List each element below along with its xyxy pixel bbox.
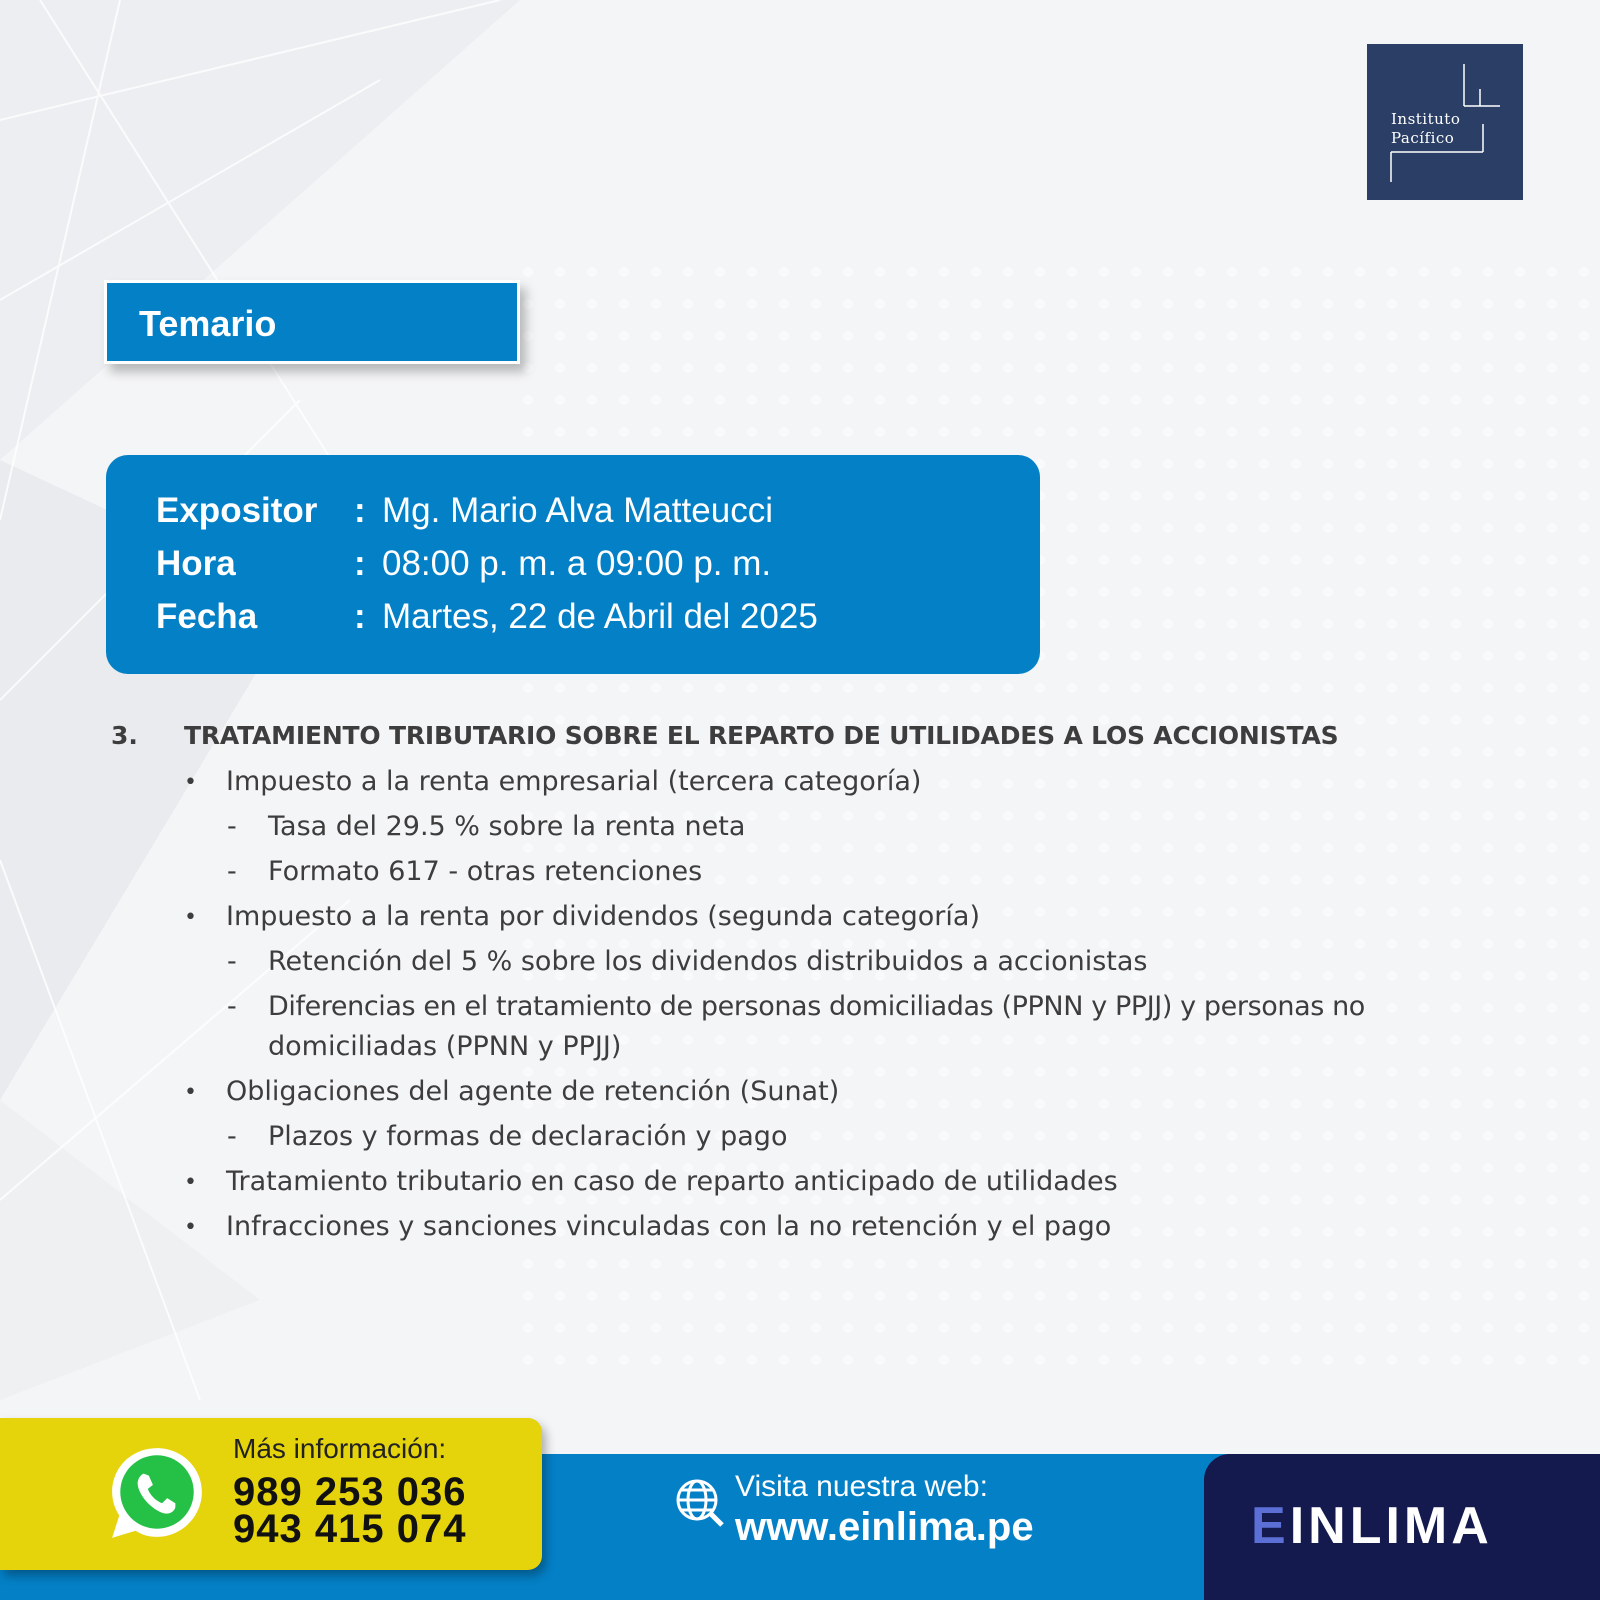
- phone-number-2[interactable]: 943 415 074: [233, 1507, 467, 1551]
- list-item: Diferencias en el tratamiento de personas domiciliadas (PPNN y PPJJ) y personas no: [268, 991, 1365, 1022]
- footer-brand-panel: [1204, 1454, 1600, 1600]
- list-item: Obligaciones del agente de retención (Sunat): [226, 1076, 840, 1107]
- einlima-logo-e: E: [1251, 1497, 1290, 1555]
- globe-icon: [674, 1477, 726, 1529]
- bullet-icon: •: [184, 1170, 197, 1195]
- einlima-logo-rest: INLIMA: [1289, 1497, 1493, 1555]
- bullet-icon: •: [184, 770, 197, 795]
- list-item: Infracciones y sanciones vinculadas con la no retención y el pago: [226, 1211, 1112, 1242]
- list-item: Plazos y formas de declaración y pago: [268, 1121, 788, 1152]
- info-separator: :: [354, 491, 366, 530]
- section-title: TRATAMIENTO TRIBUTARIO SOBRE EL REPARTO DE UTILIDADES A LOS ACCIONISTAS: [184, 721, 1339, 750]
- list-item-continuation: domiciliadas (PPNN y PPJJ): [268, 1031, 622, 1062]
- list-item: Formato 617 - otras retenciones: [268, 856, 703, 887]
- dash-icon: -: [227, 811, 237, 842]
- whatsapp-icon[interactable]: [106, 1442, 208, 1544]
- list-item: Impuesto a la renta empresarial (tercera categoría): [226, 766, 922, 797]
- logo-line-2: Pacífico: [1391, 129, 1455, 147]
- info-separator: :: [354, 544, 366, 583]
- info-label: Hora: [156, 544, 236, 583]
- einlima-logo: [1251, 1496, 1493, 1556]
- info-value: Martes, 22 de Abril del 2025: [382, 597, 818, 636]
- info-value: 08:00 p. m. a 09:00 p. m.: [382, 544, 772, 583]
- bullet-icon: •: [184, 905, 197, 930]
- list-item: Retención del 5 % sobre los dividendos distribuidos a accionistas: [268, 946, 1148, 977]
- website-link[interactable]: www.einlima.pe: [735, 1505, 1034, 1549]
- list-item: Tasa del 29.5 % sobre la renta neta: [268, 811, 746, 842]
- dash-icon: -: [227, 1121, 237, 1152]
- section-number: 3.: [111, 721, 138, 750]
- info-label: Fecha: [156, 597, 258, 636]
- more-info-label: Más información:: [233, 1433, 447, 1464]
- phone-number-1[interactable]: 989 253 036: [233, 1470, 467, 1514]
- list-item: Impuesto a la renta por dividendos (segunda categoría): [226, 901, 980, 932]
- dash-icon: -: [227, 991, 237, 1022]
- list-item: Tratamiento tributario en caso de reparto anticipado de utilidades: [226, 1166, 1118, 1197]
- logo-line-1: Instituto: [1391, 110, 1461, 128]
- visit-web-label: Visita nuestra web:: [735, 1470, 988, 1503]
- temario-label: Temario: [139, 303, 277, 344]
- info-label: Expositor: [156, 491, 318, 530]
- info-value: Mg. Mario Alva Matteucci: [382, 491, 773, 530]
- dash-icon: -: [227, 856, 237, 887]
- bullet-icon: •: [184, 1080, 197, 1105]
- bullet-icon: •: [184, 1215, 197, 1240]
- dash-icon: -: [227, 946, 237, 977]
- info-separator: :: [354, 597, 366, 636]
